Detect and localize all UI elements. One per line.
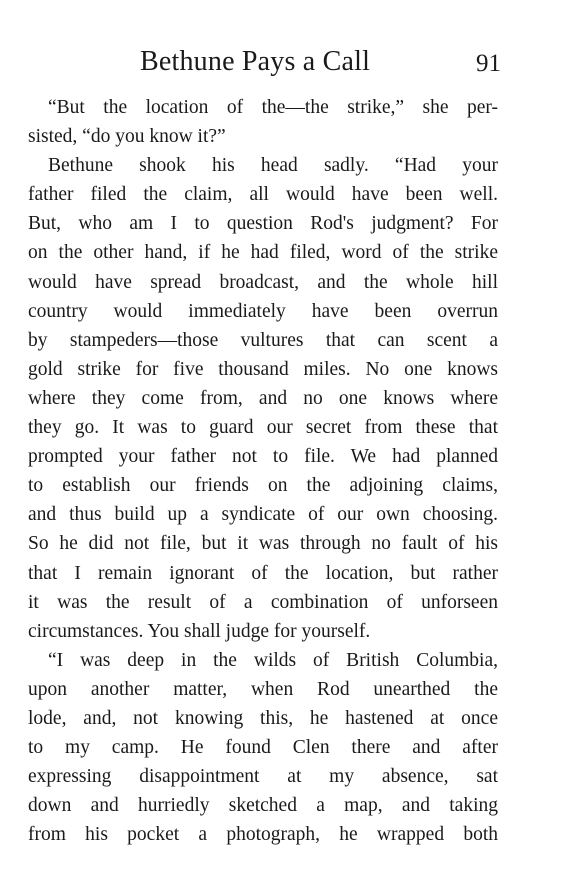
text-line: they go. It was to guard our secret from these that <box>28 417 498 439</box>
text-line: by stampeders—those vultures that can scent a <box>28 329 498 351</box>
text-line: would have spread broadcast, and the whole hill <box>28 271 498 293</box>
text-line: circumstances. You shall judge for yourself. <box>28 620 371 642</box>
text-line: expressing disappointment at my absence, sat <box>28 766 498 788</box>
text-line: gold strike for five thousand miles. No one knows <box>28 358 498 380</box>
text-line: from his pocket a photograph, he wrapped both <box>28 824 498 846</box>
text-line: “But the location of the—the strike,” she per- <box>48 97 498 118</box>
text-line: down and hurriedly sketched a map, and taking <box>28 795 498 817</box>
running-title: Bethune Pays a Call <box>140 46 371 77</box>
running-head <box>0 44 575 80</box>
text-line: upon another matter, when Rod unearthed the <box>28 678 498 700</box>
text-line: that I remain ignorant of the location, but rather <box>28 562 498 584</box>
text-line: So he did not file, but it was through no fault of his <box>28 533 498 555</box>
text-line: “I was deep in the wilds of British Columbia, <box>48 649 498 671</box>
body-text <box>28 93 498 849</box>
paragraph-1 <box>28 93 498 151</box>
text-line: Bethune shook his head sadly. “Had your <box>48 155 498 177</box>
text-line: and thus build up a syndicate of our own choosing. <box>28 504 498 526</box>
paragraph-2 <box>28 151 498 646</box>
text-line: on the other hand, if he had filed, word of the strike <box>28 242 498 264</box>
paragraph-3 <box>28 646 498 850</box>
text-line: to establish our friends on the adjoining claims, <box>28 475 498 497</box>
text-line: where they come from, and no one knows where <box>28 387 498 409</box>
text-line: lode, and, not knowing this, he hastened at once <box>28 707 498 729</box>
page-number: 91 <box>476 50 501 77</box>
text-line: But, who am I to question Rod's judgment? For <box>28 213 498 235</box>
text-line: father filed the claim, all would have been well. <box>28 184 498 206</box>
text-line: sisted, “do you know it?” <box>28 126 226 148</box>
text-line: it was the result of a combination of unforseen <box>28 591 498 613</box>
text-line: prompted your father not to file. We had planned <box>28 446 498 468</box>
text-line: to my camp. He found Clen there and after <box>28 737 498 759</box>
text-line: country would immediately have been overrun <box>28 300 498 322</box>
